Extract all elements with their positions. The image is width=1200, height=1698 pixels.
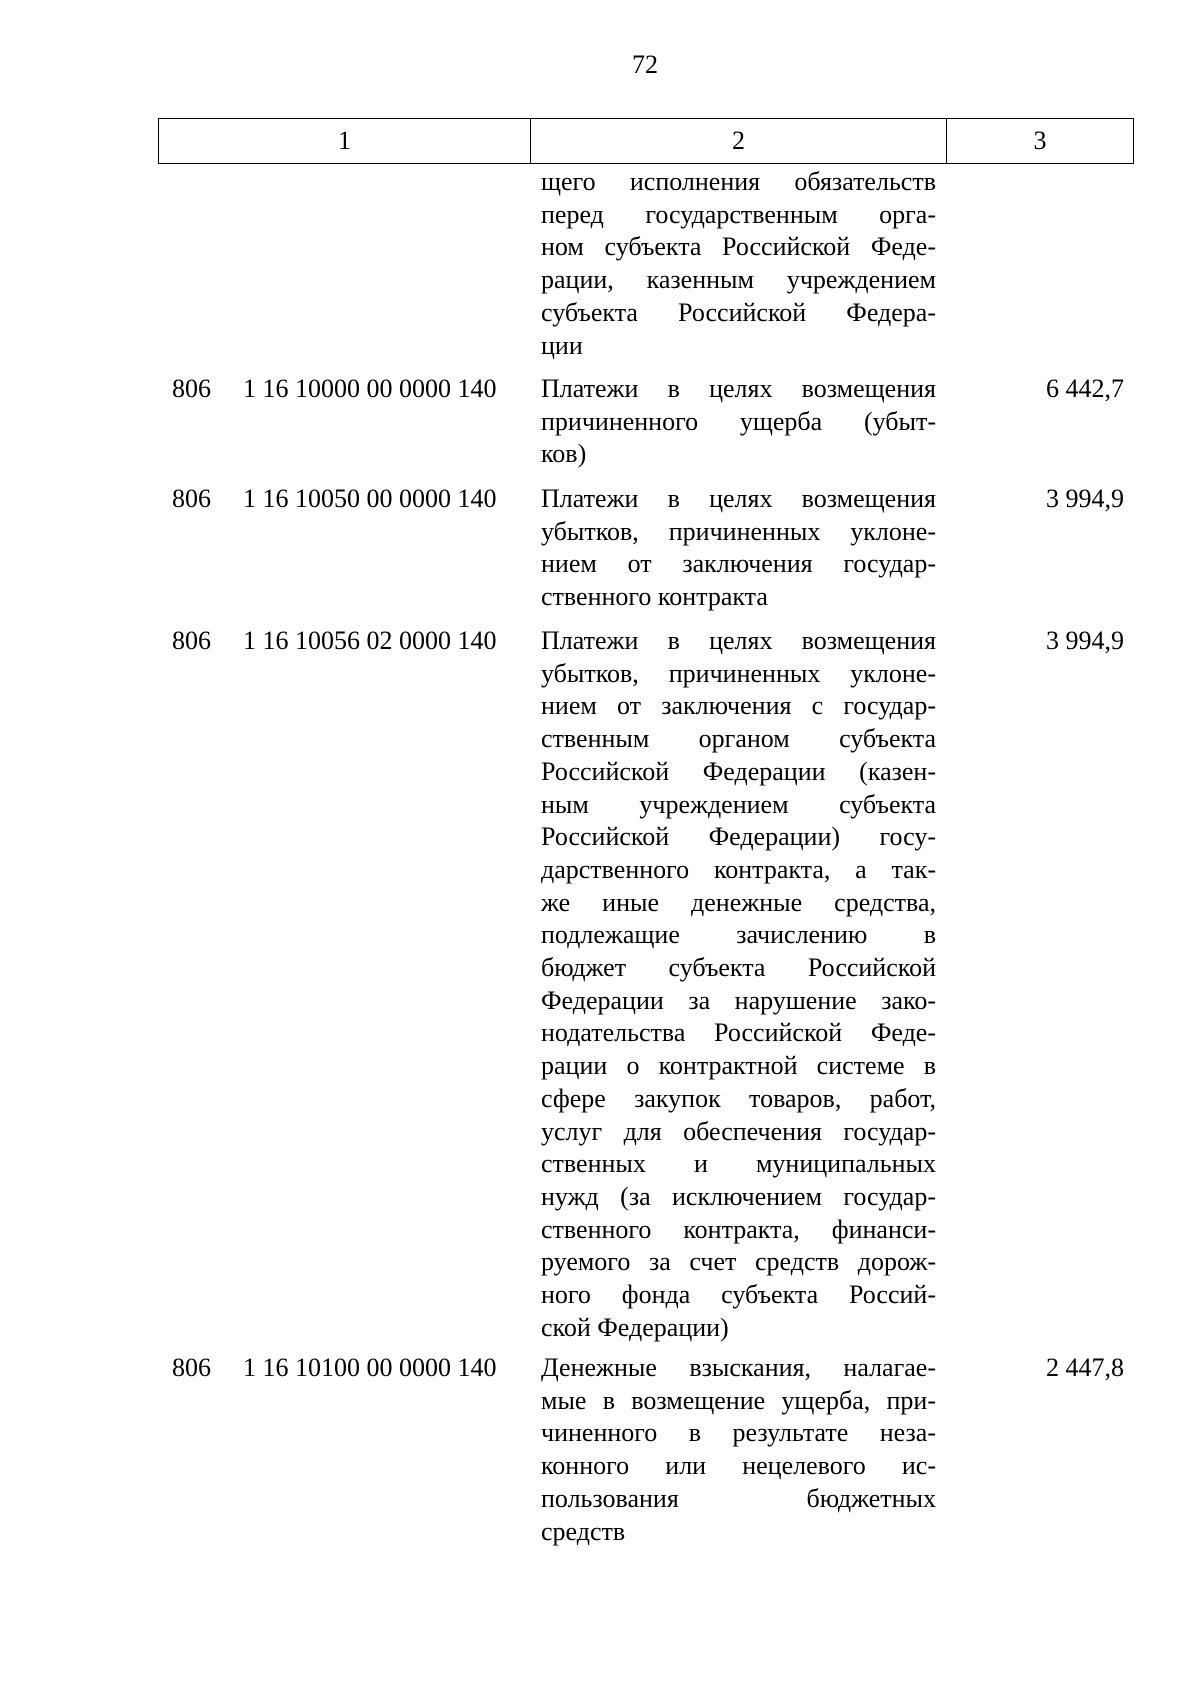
description-line: рации о контрактной системе в — [541, 1051, 936, 1081]
description-line: сфере закупок товаров, работ, — [541, 1083, 936, 1113]
description-line: Российской Федерации) госу- — [541, 822, 936, 852]
description-line: нием от заключения государ- — [541, 549, 936, 579]
description-line: ственного контракта — [541, 582, 768, 612]
description-line: Российской Федерации (казен- — [541, 756, 936, 786]
description-line: мые в возмещение ущерба, при- — [541, 1385, 936, 1415]
admin-code: 806 — [172, 374, 211, 403]
budget-classification-code: 1 16 10000 00 0000 140 — [243, 374, 497, 403]
description-line: Платежи в целях возмещения — [541, 484, 936, 513]
description-line: ственного контракта, финанси- — [541, 1214, 936, 1244]
description-line: средств — [541, 1516, 626, 1546]
header-col-3: 3 — [1033, 126, 1047, 155]
description-line: убытков, причиненных уклоне- — [541, 516, 936, 546]
budget-classification-code: 1 16 10056 02 0000 140 — [243, 626, 497, 655]
description-line: конного или нецелевого ис- — [541, 1451, 936, 1481]
continuation-description — [541, 166, 936, 362]
row-description — [541, 1352, 936, 1548]
admin-code: 806 — [172, 626, 211, 655]
description-line: пользования бюджетных — [541, 1483, 936, 1513]
table-header — [158, 118, 1134, 164]
amount: 3 994,9 — [1046, 484, 1124, 513]
admin-code: 806 — [172, 1353, 211, 1382]
description-line: ков) — [541, 439, 587, 469]
description-line: субъекта Российской Федера- — [541, 297, 936, 327]
description-line: же иные денежные средства, — [541, 887, 936, 917]
description-line: ного фонда субъекта Россий- — [541, 1280, 936, 1310]
admin-code: 806 — [172, 484, 211, 513]
description-line: подлежащие зачислению в — [541, 920, 936, 950]
row-description — [541, 625, 936, 1344]
header-col-2: 2 — [531, 119, 947, 163]
description-line: ской Федерации) — [541, 1312, 729, 1342]
description-line: услуг для обеспечения государ- — [541, 1116, 936, 1146]
description-line: дарственного контракта, а так- — [541, 854, 936, 884]
budget-classification-code: 1 16 10100 00 0000 140 — [243, 1353, 497, 1382]
description-line: Федерации за нарушение зако- — [541, 985, 936, 1015]
description-line: перед государственным орга- — [541, 199, 936, 229]
row-description — [541, 483, 936, 614]
row-description — [541, 373, 936, 471]
description-line: нодательства Российской Феде- — [541, 1018, 936, 1048]
description-line: Платежи в целях возмещения — [541, 374, 936, 403]
amount: 2 447,8 — [1046, 1353, 1124, 1382]
description-line: ственным органом субъекта — [541, 724, 936, 754]
description-line: ным учреждением субъекта — [541, 789, 936, 819]
description-line: причиненного ущерба (убыт- — [541, 406, 936, 436]
description-line: Платежи в целях возмещения — [541, 626, 936, 655]
description-line: нием от заключения с государ- — [541, 691, 936, 721]
description-line: чиненного в результате неза- — [541, 1418, 936, 1448]
description-line: щего исполнения обязательств — [541, 167, 936, 196]
header-col-1: 1 — [159, 119, 531, 163]
budget-classification-code: 1 16 10050 00 0000 140 — [243, 484, 497, 513]
description-line: убытков, причиненных уклоне- — [541, 658, 936, 688]
description-line: ном субъекта Российской Феде- — [541, 232, 936, 262]
description-line: ции — [541, 330, 583, 360]
description-line: бюджет субъекта Российской — [541, 953, 936, 983]
amount: 3 994,9 — [1046, 626, 1124, 655]
description-line: рации, казенным учреждением — [541, 265, 936, 295]
description-line: ственных и муниципальных — [541, 1149, 936, 1179]
description-line: Денежные взыскания, налагае- — [541, 1353, 936, 1382]
page-number: 72 — [632, 50, 658, 79]
amount: 6 442,7 — [1046, 374, 1124, 403]
description-line: нужд (за исключением государ- — [541, 1181, 936, 1211]
description-line: руемого за счет средств дорож- — [541, 1247, 936, 1277]
